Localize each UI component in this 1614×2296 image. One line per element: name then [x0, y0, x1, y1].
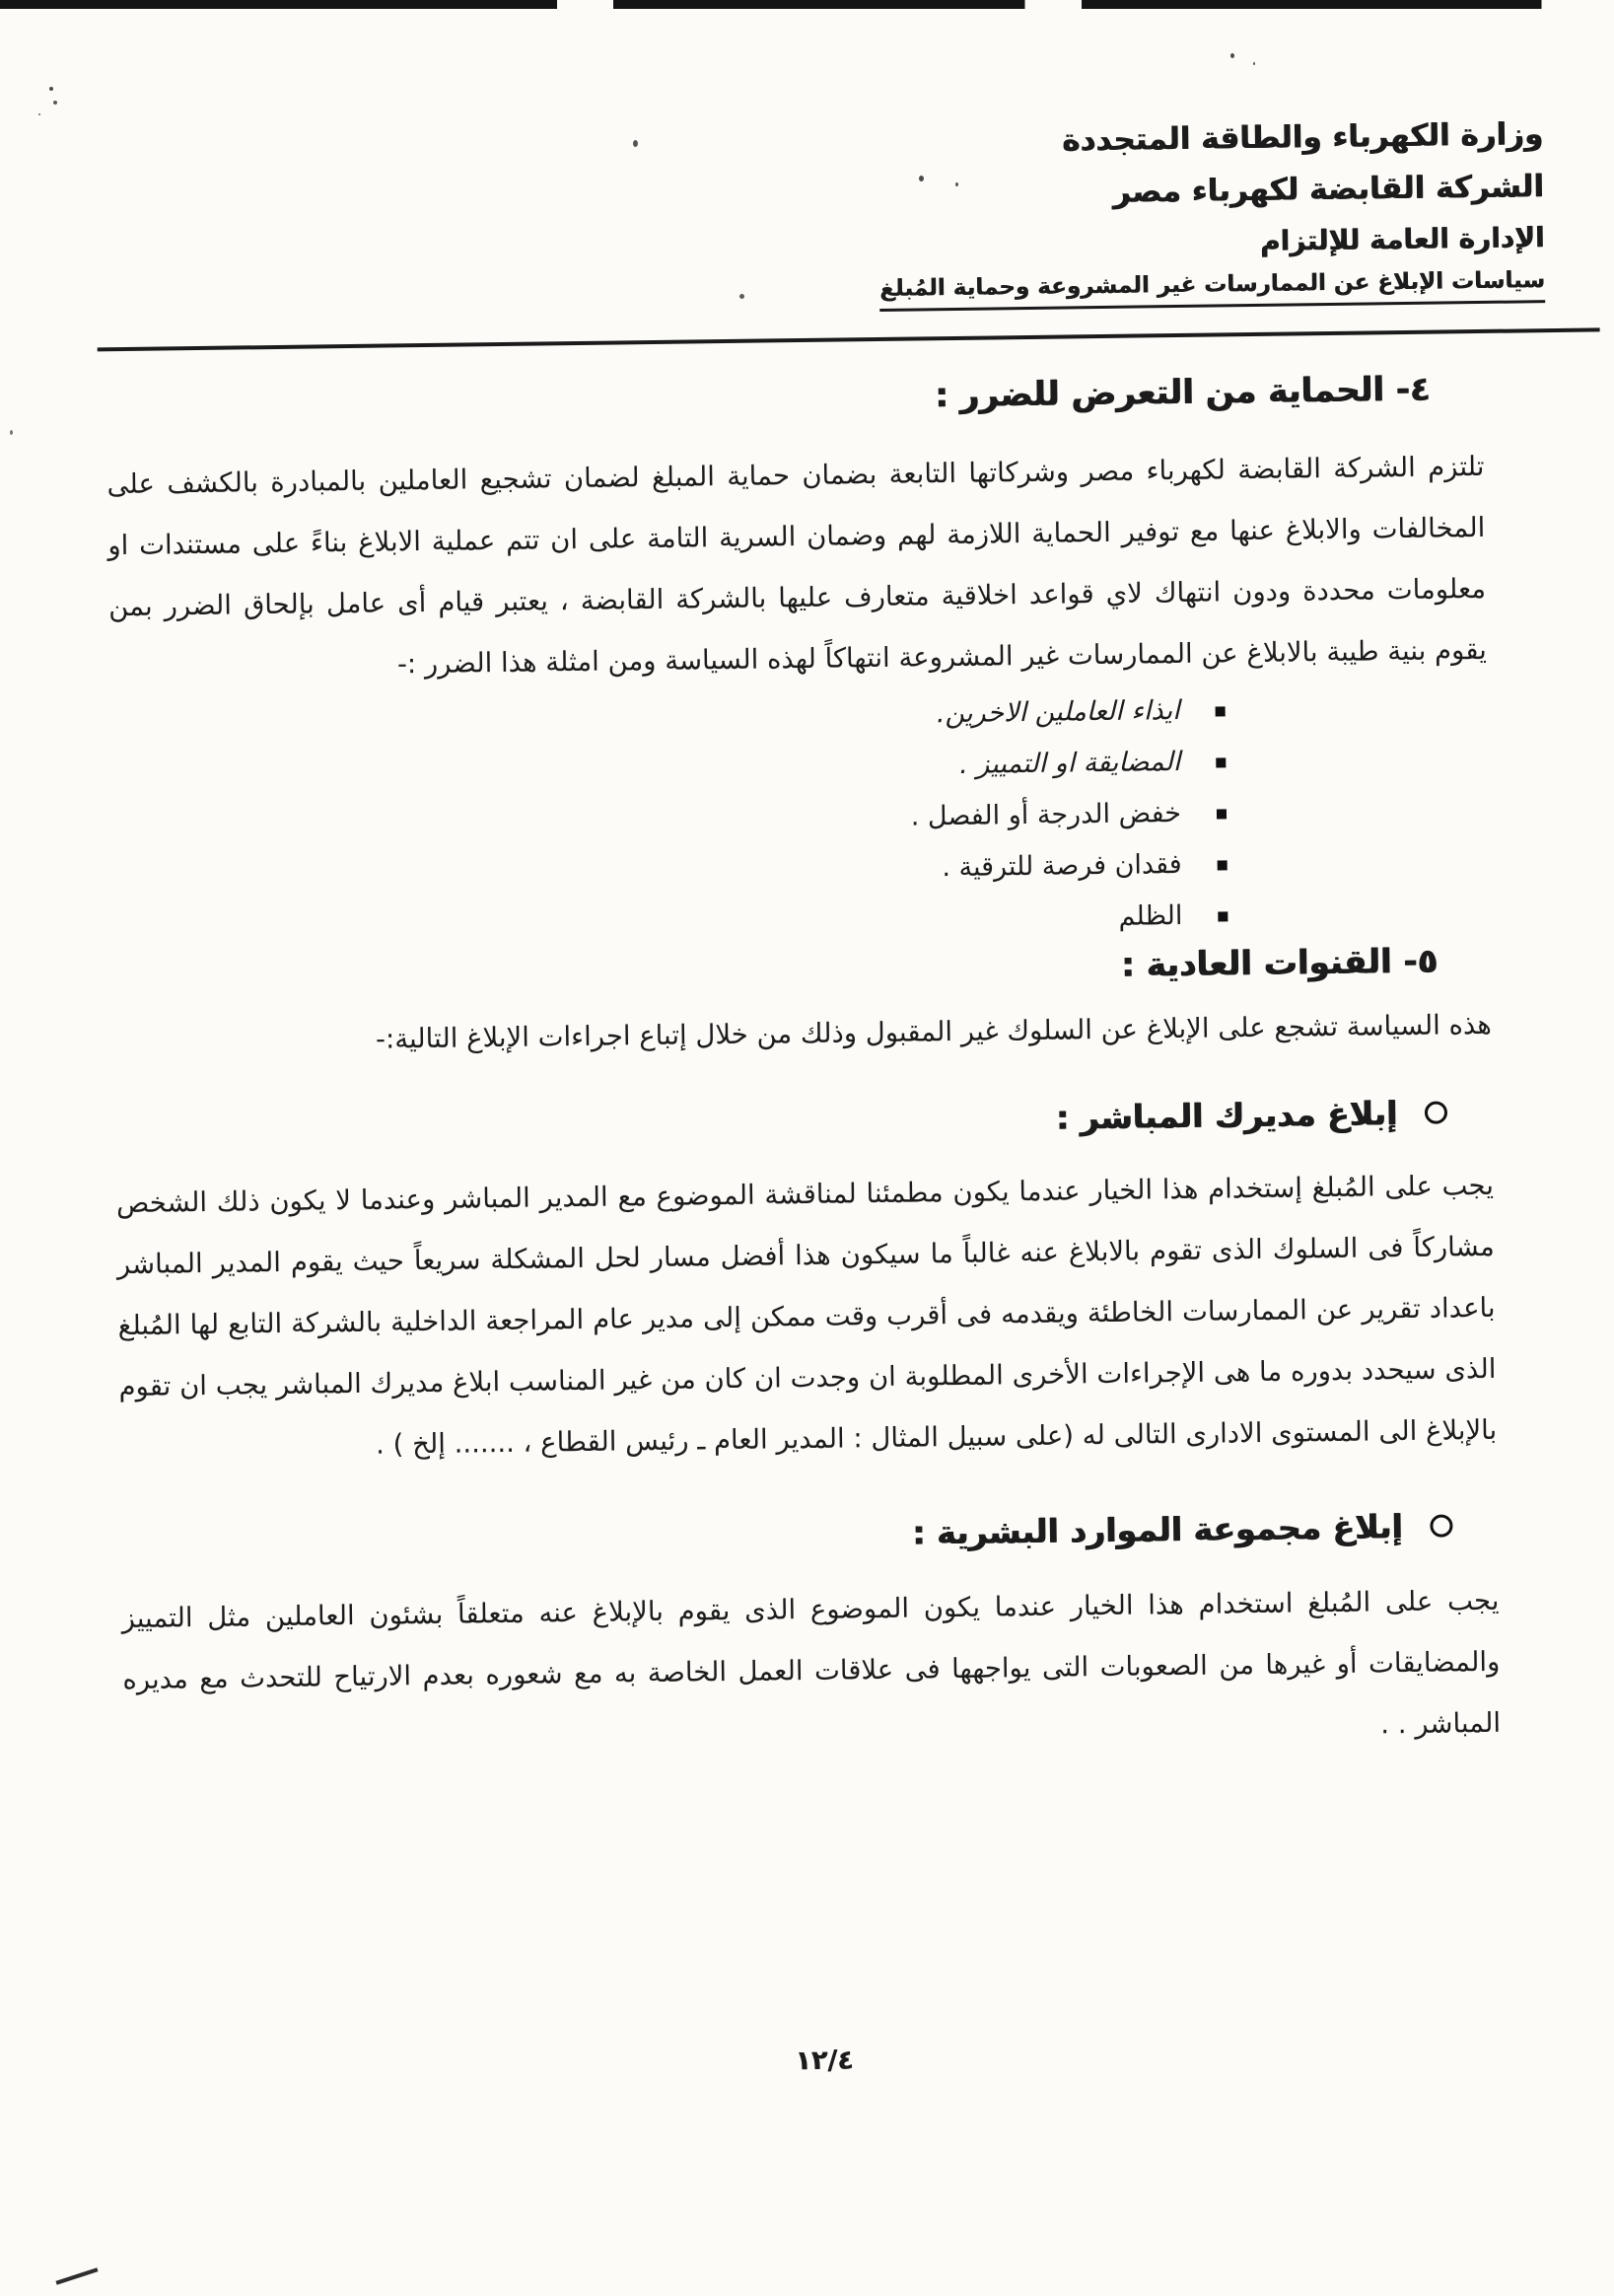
- square-bullet-icon: [1216, 706, 1226, 716]
- scan-speck: [919, 176, 924, 181]
- letterhead: [0, 0, 1602, 323]
- list-item-label: خفض الدرجة أو الفصل .: [910, 797, 1182, 832]
- scan-speck: [10, 430, 13, 435]
- list-item-label: المضايقة او التمييز .: [958, 746, 1181, 780]
- company-name: الشركة القابضة لكهرباء مصر: [1112, 169, 1544, 210]
- circle-bullet-icon: [1425, 1101, 1447, 1123]
- section-4-title: الحماية من التعرض للضرر :: [934, 370, 1384, 416]
- scan-speck: [633, 140, 638, 147]
- policy-title: سياسات الإبلاغ عن الممارسات غير المشروعة وحماية المُبلغ: [879, 267, 1545, 312]
- harm-examples-list: [0, 683, 1228, 956]
- section-protection-from-harm: [0, 367, 1611, 956]
- scan-speck: [1230, 53, 1234, 58]
- square-bullet-icon: [1218, 860, 1228, 870]
- list-item-label: ايذاء العاملين الاخرين.: [936, 694, 1180, 729]
- page-number: ١٢/٤: [795, 2045, 854, 2077]
- scan-speck: [739, 294, 744, 299]
- section-5-intro: هذه السياسة تشجع على الإبلاغ عن السلوك غير المقبول وذلك من خلال إتباع اجراءات الإبلاغ التالية:-: [375, 1008, 1493, 1055]
- subsection-hr-group-paragraph: يجب على المُبلغ استخدام هذا الخيار عندما يكون الموضوع الذى يقوم بالإبلاغ عنه متعلقاً بشئون العاملين مثل التمييز والمضايقات أو غيرها من الصعوبات التى يواجهها فى علاقات العمل الخاصة به مع شعوره بعدم الارتياح للتحدث مع مديره المباشر . .: [121, 1584, 1502, 1741]
- ministry-name: وزارة الكهرباء والطاقة المتجددة: [1061, 116, 1544, 159]
- list-item-label: الظلم: [1118, 899, 1183, 932]
- subsection-direct-manager-heading: [0, 1093, 1447, 1150]
- square-bullet-icon: [1218, 911, 1228, 921]
- header-divider: [98, 327, 1600, 351]
- section-4-paragraph: تلتزم الشركة القابضة لكهرباء مصر وشركاتها التابعة بضمان حماية المبلغ لضمان تشجيع العاملين بالمبادرة بالكشف على المخالفات والابلاغ عنها مع توفير الحماية اللازمة لهم وضمان السرية التامة على ان تتم عملية الابلاغ بناءً على مستندات او معلومات محددة ودون انتهاك لاي قواعد اخلاقية متعارف عليها بالشركة القابضة ، يعتبر قيام أى عامل بإلحاق الضرر بمن يقوم بنية طيبة بالابلاغ عن الممارسات غير المشروعة انتهاكاً لهذه السياسة ومن امثلة هذا الضرر :-: [106, 450, 1488, 681]
- section-normal-channels: [0, 939, 1614, 1772]
- circle-bullet-icon: [1430, 1514, 1452, 1537]
- subsection-hr-group-heading: [4, 1506, 1452, 1563]
- list-item-label: فقدان فرصة للترقية .: [942, 848, 1182, 883]
- section-4-heading: [0, 370, 1431, 428]
- scan-speck: [49, 87, 53, 91]
- subsection-title: إبلاغ مديرك المباشر :: [1055, 1094, 1398, 1137]
- subsection-title: إبلاغ مجموعة الموارد البشرية :: [911, 1507, 1403, 1552]
- square-bullet-icon: [1217, 809, 1227, 819]
- square-bullet-icon: [1216, 757, 1226, 767]
- section-4-number: ٤-: [1395, 369, 1431, 410]
- section-5-number: ٥-: [1402, 941, 1439, 982]
- section-5-title: القنوات العادية :: [1120, 942, 1392, 985]
- department-name: الإدارة العامة للإلتزام: [1259, 221, 1545, 257]
- policy-title-row: [0, 267, 1545, 323]
- subsection-direct-manager-paragraph: يجب على المُبلغ إستخدام هذا الخيار عندما يكون مطمئنا لمناقشة الموضوع مع المدير المباشر وعندما لا يكون ذلك الشخص مشاركاً فى السلوك الذى تقوم بالابلاغ عنه غالباً ما سيكون هذا أفضل مسار لحل المشكلة سريعاً حيث يقوم المدير المباشر باعداد تقرير عن الممارسات الخاطئة ويقدمه فى أقرب وقت ممكن إلى مدير عام المراجعة الداخلية بالشركة التابع لها المُبلغ الذى سيحدد بدوره ما هى الإجراءات الأخرى المطلوبة ان وجدت ان كان من غير المناسب ابلاغ مديرك المباشر يجب ان تقوم بالإبلاغ الى المستوى الادارى التالى له (على سبيل المثال : المدير العام ـ رئيس القطاع ، ....... إلخ ) .: [115, 1169, 1498, 1461]
